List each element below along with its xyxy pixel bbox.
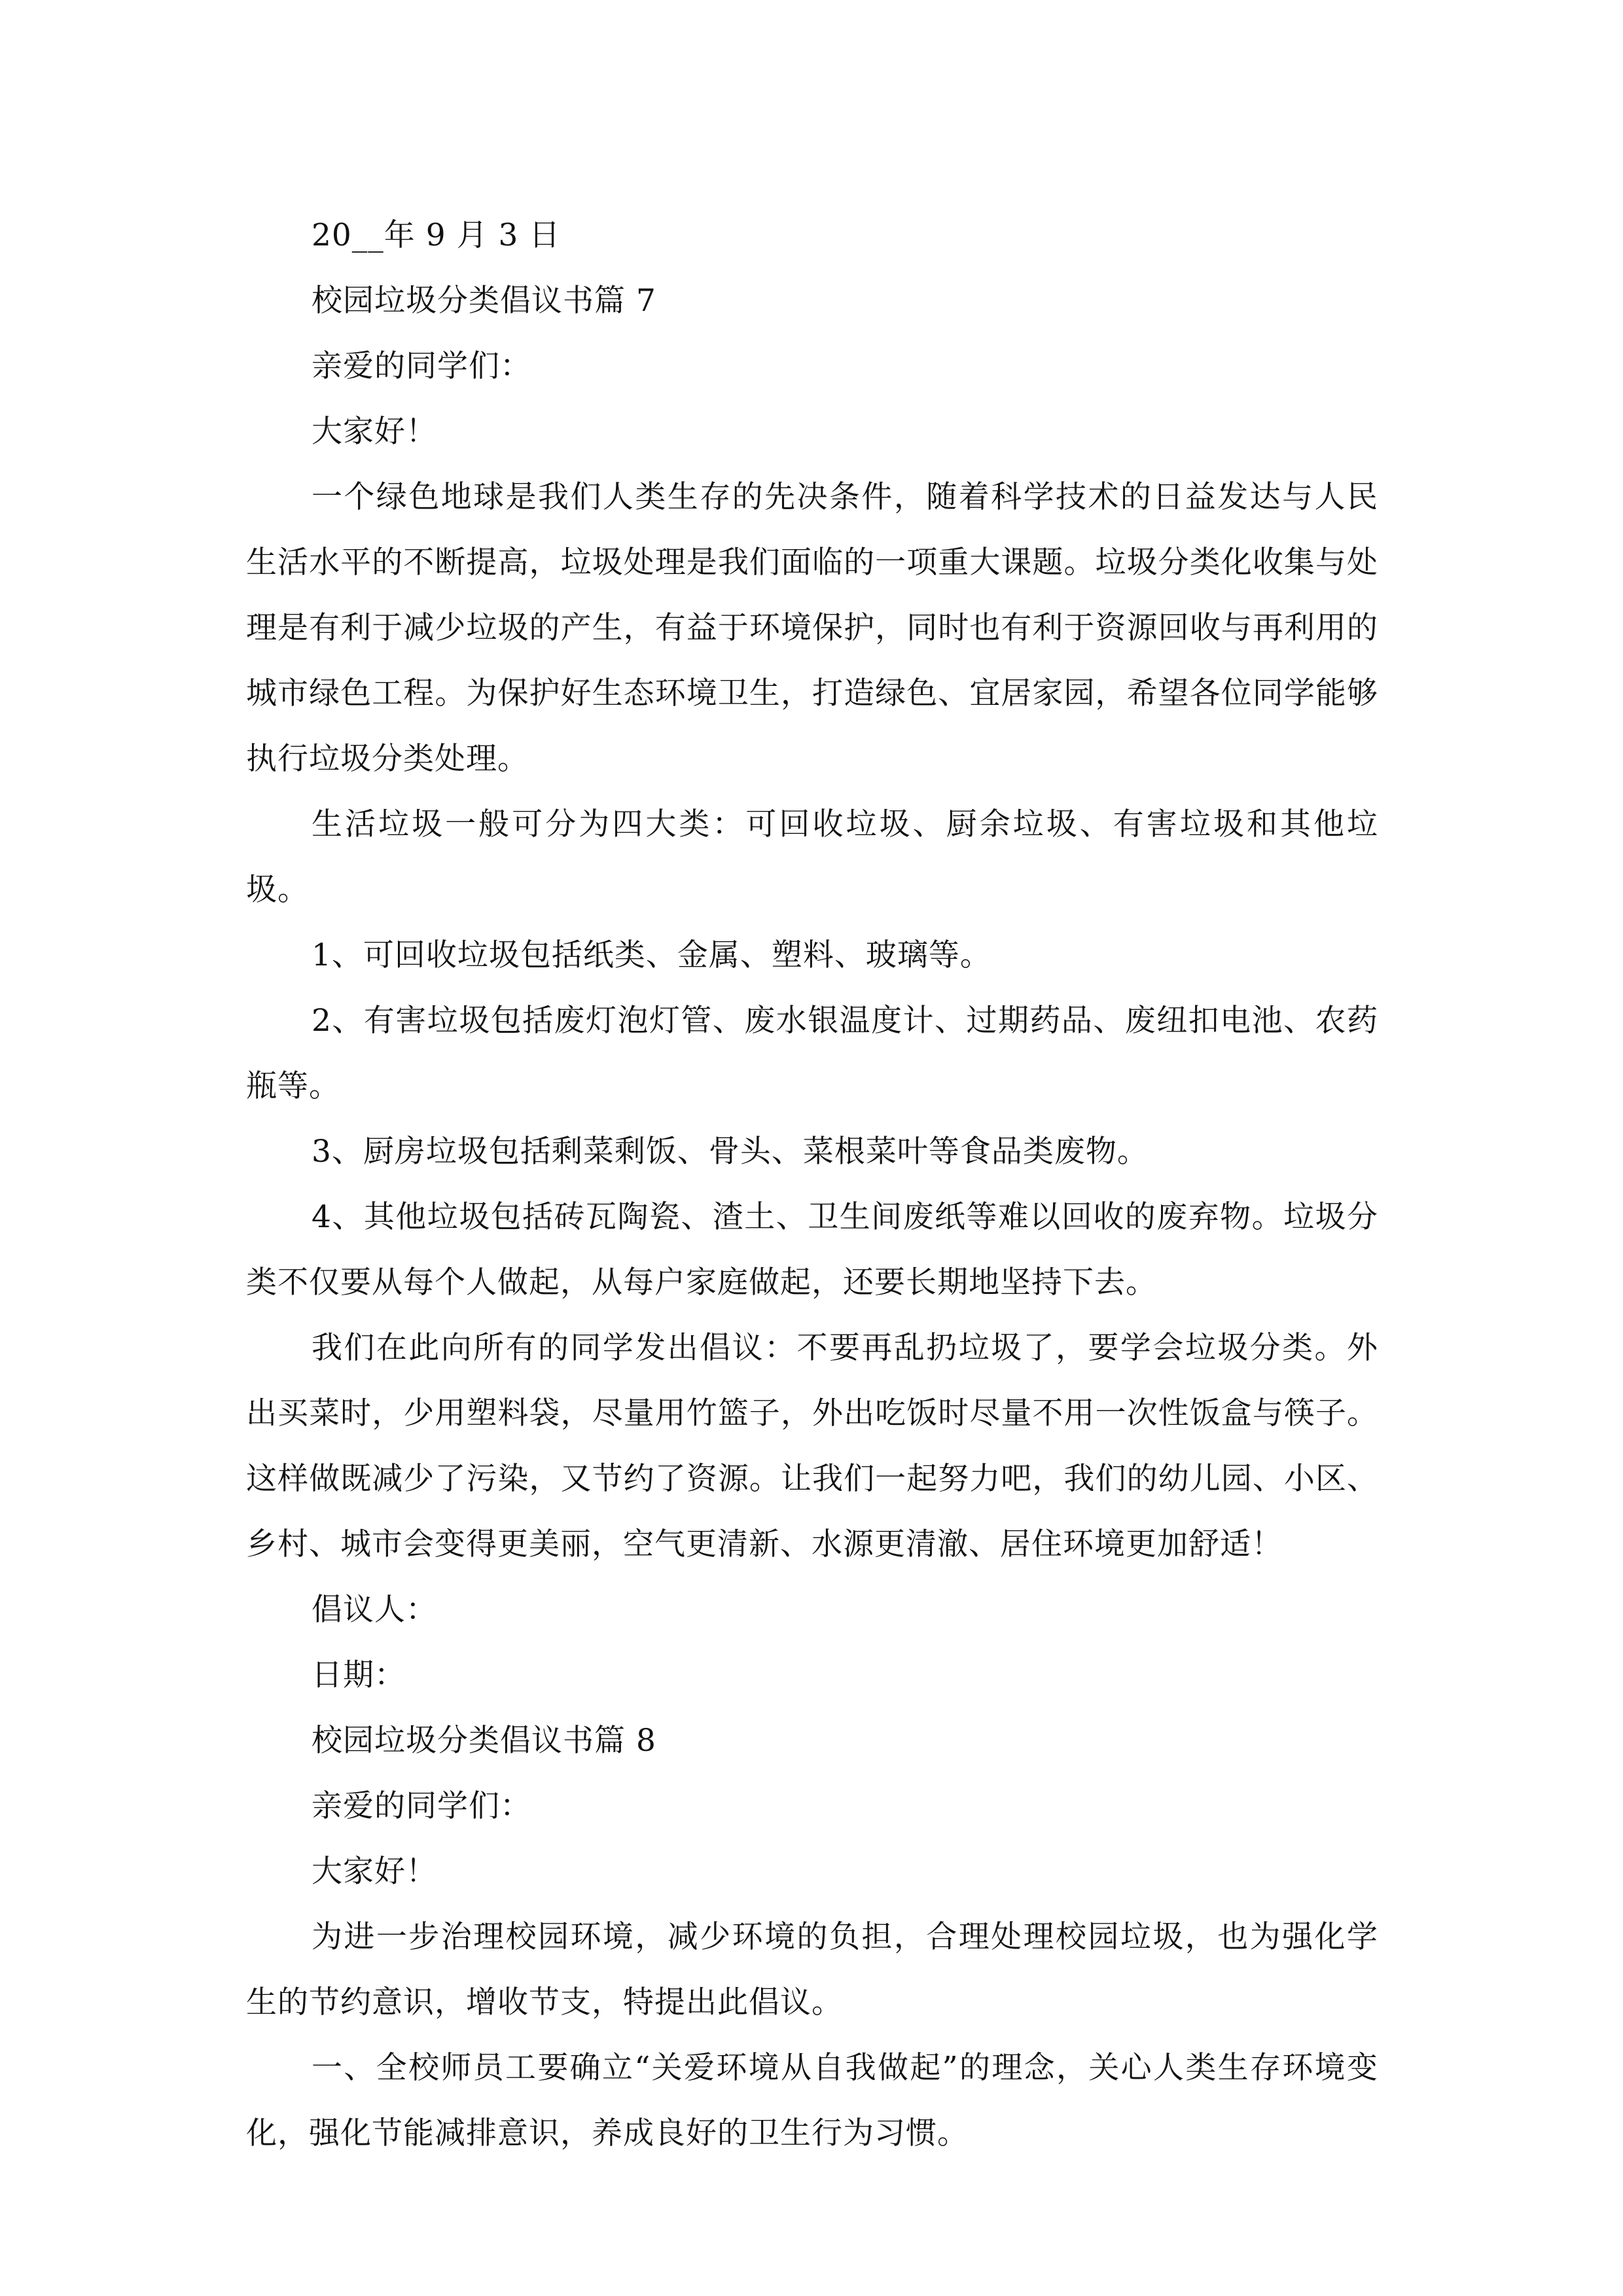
salutation: 亲爱的同学们：: [312, 348, 531, 384]
greeting: 大家好！: [312, 1854, 437, 1890]
list-item: 3、厨房垃圾包括剩菜剩饭、骨头、菜根菜叶等食品类废物。: [312, 1134, 1149, 1170]
greeting: 大家好！: [312, 414, 437, 450]
date-line: 20__年 9 月 3 日: [312, 217, 561, 253]
list-item: 2、有害垃圾包括废灯泡灯管、废水银温度计、过期药品、废纽扣电池、农药瓶等。: [246, 1003, 1378, 1104]
section-heading-8: 校园垃圾分类倡议书篇 8: [312, 1723, 656, 1759]
date-field-line: 日期：: [312, 1657, 406, 1693]
body-paragraph: 我们在此向所有的同学发出倡议：不要再乱扔垃圾了，要学会垃圾分类。外出买菜时，少用塑料袋，尽量用竹篮子，外出吃饭时尽量不用一次性饭盒与筷子。这样做既减少了污染，又节约了资源。让我们一起努力吧，我们的幼儿园、小区、乡村、城市会变得更美丽，空气更清新、水源更清澈、居住环境更加舒适！: [246, 1330, 1378, 1562]
body-paragraph: 为进一步治理校园环境，减少环境的负担，合理处理校园垃圾，也为强化学生的节约意识，增收节支，特提出此倡议。: [246, 1919, 1378, 2020]
body-paragraph: 生活垃圾一般可分为四大类：可回收垃圾、厨余垃圾、有害垃圾和其他垃圾。: [246, 806, 1378, 908]
list-item: 1、可回收垃圾包括纸类、金属、塑料、玻璃等。: [312, 937, 991, 973]
salutation: 亲爱的同学们：: [312, 1788, 531, 1824]
proposer-line: 倡议人：: [312, 1592, 437, 1628]
list-item: 4、其他垃圾包括砖瓦陶瓷、渣土、卫生间废纸等难以回收的废弃物。垃圾分类不仅要从每个人做起，从每户家庭做起，还要长期地坚持下去。: [246, 1199, 1378, 1300]
document-body: [246, 203, 1378, 2166]
body-paragraph: 一、全校师员工要确立“关爱环境从自我做起”的理念，关心人类生存环境变化，强化节能减排意识，养成良好的卫生行为习惯。: [246, 2050, 1378, 2151]
section-heading-7: 校园垃圾分类倡议书篇 7: [312, 283, 656, 319]
body-paragraph: 一个绿色地球是我们人类生存的先决条件，随着科学技术的日益发达与人民生活水平的不断提高，垃圾处理是我们面临的一项重大课题。垃圾分类化收集与处理是有利于减少垃圾的产生，有益于环境保护，同时也有利于资源回收与再利用的城市绿色工程。为保护好生态环境卫生，打造绿色、宜居家园，希望各位同学能够执行垃圾分类处理。: [246, 479, 1378, 777]
